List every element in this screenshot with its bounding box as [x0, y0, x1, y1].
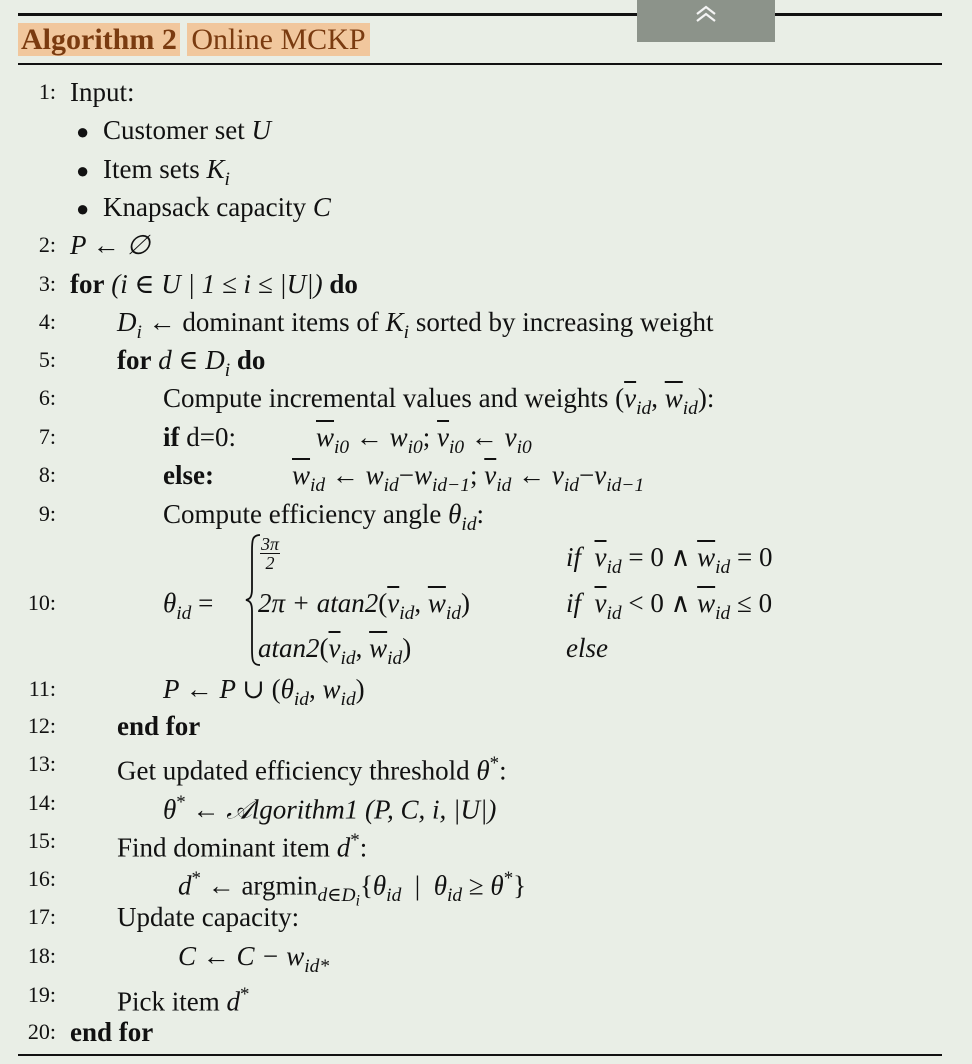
- line-number: 6:: [38, 385, 56, 410]
- condition: d=0:: [186, 422, 236, 452]
- line-number: 16:: [27, 866, 56, 891]
- bullet-text: Item sets: [103, 154, 207, 184]
- math-var: K: [206, 154, 225, 184]
- line-number: 13:: [27, 751, 56, 776]
- algorithm-name: Online MCKP: [187, 23, 369, 56]
- line-number: 20:: [27, 1019, 56, 1044]
- bullet-text: Customer set: [103, 115, 252, 145]
- statement: C ← C − w: [178, 941, 305, 971]
- keyword-do: do: [236, 345, 266, 375]
- keyword-for: for: [117, 345, 152, 375]
- line-number: 4:: [38, 309, 56, 334]
- top-rule: [18, 13, 942, 16]
- math-sub: i: [224, 168, 230, 190]
- line-number: 15:: [27, 828, 56, 853]
- line-number: 7:: [38, 424, 56, 449]
- statement: P ← P ∪: [163, 674, 265, 704]
- statement: dominant items of: [182, 307, 379, 337]
- line-number: 9:: [38, 501, 56, 526]
- line-number: 8:: [38, 462, 56, 487]
- case-condition: if: [566, 542, 582, 572]
- math-var: U: [251, 115, 271, 145]
- statement: Compute incremental values and weights: [163, 383, 609, 413]
- statement: Get updated efficiency threshold: [117, 755, 470, 786]
- statement: Update capacity:: [117, 902, 300, 932]
- algorithm-call: 𝒜lgorithm: [226, 794, 345, 825]
- bullet-icon: ●: [76, 119, 90, 144]
- keyword-if: if: [163, 422, 180, 452]
- bullet-icon: ●: [76, 196, 90, 221]
- keyword-else: else:: [163, 460, 214, 490]
- case-expression: 2π + atan2: [258, 588, 379, 618]
- line-number: 5:: [38, 347, 56, 372]
- chevron-double-up-icon: [693, 4, 719, 24]
- statement: Find dominant item: [117, 832, 330, 863]
- case-expression: atan2: [258, 633, 320, 663]
- algorithm-args: 1 (P, C, i, |U|): [344, 794, 497, 825]
- line-number: 19:: [27, 982, 56, 1007]
- fraction: $\frac{3\pi}{2}$: [261, 534, 280, 574]
- line-number: 3:: [38, 271, 56, 296]
- line-number: 12:: [27, 713, 56, 738]
- bullet-icon: ●: [76, 158, 90, 183]
- keyword-end-for: end for: [70, 1017, 154, 1047]
- line-number: 14:: [27, 790, 56, 815]
- statement: Compute efficiency angle: [163, 499, 442, 529]
- title-rule: [18, 63, 942, 65]
- statement: Pick item: [117, 986, 220, 1017]
- bottom-rule: [18, 1054, 942, 1056]
- algorithm-caption: [18, 22, 370, 58]
- line-number: 18:: [27, 943, 56, 968]
- bullet-text: Knapsack capacity: [103, 192, 313, 222]
- case-condition: else: [566, 633, 608, 663]
- line-number: 17:: [27, 904, 56, 929]
- case-condition: if: [566, 588, 582, 618]
- scroll-to-top-button[interactable]: [637, 0, 775, 42]
- algorithm-label: Algorithm 2: [18, 23, 180, 56]
- keyword-for: for: [70, 269, 105, 299]
- keyword-do: do: [329, 269, 358, 299]
- line-number: 10:: [27, 590, 56, 615]
- line-number: 2:: [38, 232, 56, 257]
- loop-range: (i ∈ U | 1 ≤ i ≤ |U|): [111, 269, 323, 299]
- line-number: 1:: [38, 79, 56, 104]
- statement: P ← ∅: [70, 230, 151, 260]
- statement-tail: sorted by increasing weight: [415, 307, 714, 337]
- input-label: Input:: [70, 77, 135, 107]
- function-name: argmin: [241, 870, 318, 901]
- keyword-end-for: end for: [117, 711, 201, 741]
- math-var: C: [312, 192, 331, 222]
- line-number: 11:: [28, 676, 56, 701]
